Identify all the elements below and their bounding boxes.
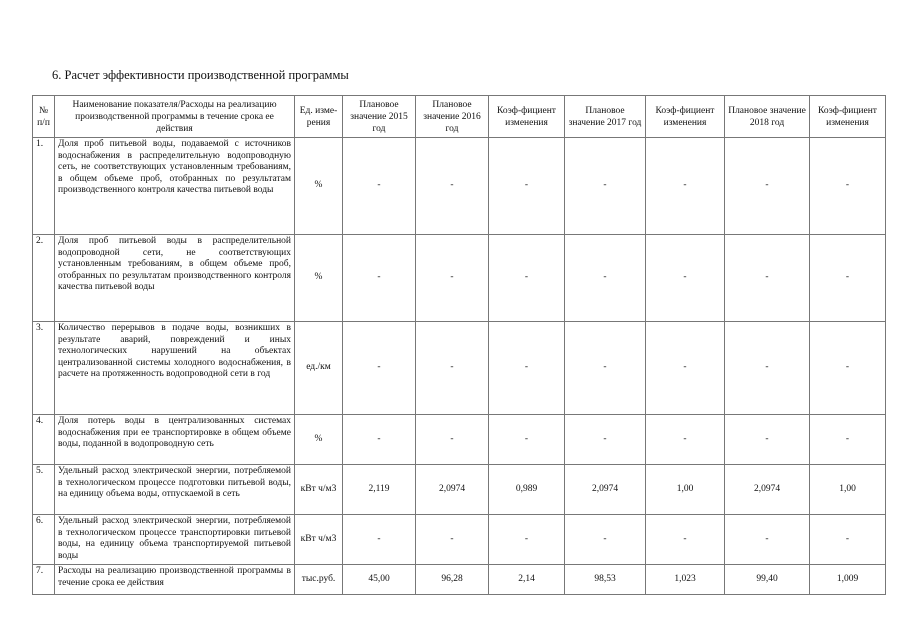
- row-number: 4.: [33, 415, 55, 465]
- row-number: 6.: [33, 515, 55, 565]
- indicator-name: Доля потерь воды в централизованных системах водоснабжения при ее транспортировке в общем объеме воды, поданной в водопроводную сеть: [55, 415, 295, 465]
- efficiency-table: [32, 95, 886, 595]
- value-cell: -: [489, 515, 565, 565]
- value-cell: 2,0974: [725, 465, 810, 515]
- table-row: [33, 565, 886, 595]
- table-row: [33, 515, 886, 565]
- row-number: 7.: [33, 565, 55, 595]
- value-cell: 1,023: [646, 565, 725, 595]
- page-title: 6. Расчет эффективности производственной программы: [52, 68, 349, 82]
- value-cell: -: [416, 515, 489, 565]
- value-cell: -: [343, 322, 416, 415]
- value-cell: -: [416, 322, 489, 415]
- value-cell: -: [343, 515, 416, 565]
- unit-cell: кВт ч/м3: [295, 465, 343, 515]
- table-row: [33, 415, 886, 465]
- value-cell: -: [725, 138, 810, 235]
- header-coef-2018: Коэф-фициент изменения: [810, 96, 886, 138]
- indicator-name: Доля проб питьевой воды, подаваемой с источников водоснабжения в распределительную водопроводную сеть, не соответствующих установленным требованиям, в общем объеме проб, отобранных по результатам производственного контроля качества питьевой воды: [55, 138, 295, 235]
- value-cell: -: [646, 415, 725, 465]
- unit-cell: тыс.руб.: [295, 565, 343, 595]
- value-cell: -: [489, 138, 565, 235]
- header-plan-2015: Плановое значение 2015 год: [343, 96, 416, 138]
- value-cell: -: [725, 515, 810, 565]
- table-header-row: [33, 96, 886, 138]
- value-cell: -: [416, 138, 489, 235]
- value-cell: -: [489, 322, 565, 415]
- header-plan-2018: Плановое значение 2018 год: [725, 96, 810, 138]
- value-cell: -: [565, 138, 646, 235]
- value-cell: -: [725, 235, 810, 322]
- value-cell: -: [810, 138, 886, 235]
- value-cell: 45,00: [343, 565, 416, 595]
- value-cell: -: [810, 322, 886, 415]
- value-cell: -: [565, 415, 646, 465]
- indicator-name: Расходы на реализацию производственной программы в течение срока ее действия: [55, 565, 295, 595]
- value-cell: -: [343, 138, 416, 235]
- indicator-name: Доля проб питьевой воды в распределительной водопроводной сети, не соответствующих установленным требованиям, в общем объеме проб, отобранных по результатам производственного контроля качества питьевой воды: [55, 235, 295, 322]
- row-number: 3.: [33, 322, 55, 415]
- header-coef-2016: Коэф-фициент изменения: [489, 96, 565, 138]
- value-cell: -: [725, 322, 810, 415]
- value-cell: -: [646, 138, 725, 235]
- value-cell: 2,119: [343, 465, 416, 515]
- value-cell: -: [416, 415, 489, 465]
- table-row: [33, 322, 886, 415]
- value-cell: -: [343, 235, 416, 322]
- value-cell: -: [810, 235, 886, 322]
- indicator-name: Удельный расход электрической энергии, потребляемой в технологическом процессе транспортировки питьевой воды, на единицу объема транспортируемой питьевой воды: [55, 515, 295, 565]
- unit-cell: %: [295, 235, 343, 322]
- value-cell: 1,009: [810, 565, 886, 595]
- value-cell: -: [565, 235, 646, 322]
- row-number: 5.: [33, 465, 55, 515]
- header-unit: Ед. изме-рения: [295, 96, 343, 138]
- value-cell: -: [646, 322, 725, 415]
- value-cell: -: [565, 515, 646, 565]
- unit-cell: кВт ч/м3: [295, 515, 343, 565]
- row-number: 1.: [33, 138, 55, 235]
- value-cell: 2,14: [489, 565, 565, 595]
- header-coef-2017: Коэф-фициент изменения: [646, 96, 725, 138]
- value-cell: -: [489, 415, 565, 465]
- value-cell: 96,28: [416, 565, 489, 595]
- value-cell: -: [725, 415, 810, 465]
- unit-cell: %: [295, 138, 343, 235]
- value-cell: -: [565, 322, 646, 415]
- header-plan-2017: Плановое значение 2017 год: [565, 96, 646, 138]
- value-cell: 0,989: [489, 465, 565, 515]
- value-cell: -: [489, 235, 565, 322]
- table-row: [33, 138, 886, 235]
- value-cell: -: [810, 515, 886, 565]
- value-cell: -: [416, 235, 489, 322]
- value-cell: -: [810, 415, 886, 465]
- indicator-name: Количество перерывов в подаче воды, возникших в результате аварий, повреждений и иных технологических нарушений на объектах централизованной системы холодного водоснабжения, в расчете на протяженность водопроводной сети в год: [55, 322, 295, 415]
- value-cell: -: [646, 515, 725, 565]
- row-number: 2.: [33, 235, 55, 322]
- header-indicator: Наименование показателя/Расходы на реализацию производственной программы в течение срока ее действия: [55, 96, 295, 138]
- value-cell: -: [343, 415, 416, 465]
- header-num: № п/п: [33, 96, 55, 138]
- header-plan-2016: Плановое значение 2016 год: [416, 96, 489, 138]
- value-cell: 2,0974: [565, 465, 646, 515]
- unit-cell: %: [295, 415, 343, 465]
- value-cell: 98,53: [565, 565, 646, 595]
- indicator-name: Удельный расход электрической энергии, потребляемой в технологическом процессе подготовки питьевой воды, на единицу объема воды, отпускаемой в сеть: [55, 465, 295, 515]
- table-row: [33, 465, 886, 515]
- value-cell: 1,00: [810, 465, 886, 515]
- table-row: [33, 235, 886, 322]
- value-cell: 99,40: [725, 565, 810, 595]
- value-cell: -: [646, 235, 725, 322]
- unit-cell: ед./км: [295, 322, 343, 415]
- value-cell: 1,00: [646, 465, 725, 515]
- value-cell: 2,0974: [416, 465, 489, 515]
